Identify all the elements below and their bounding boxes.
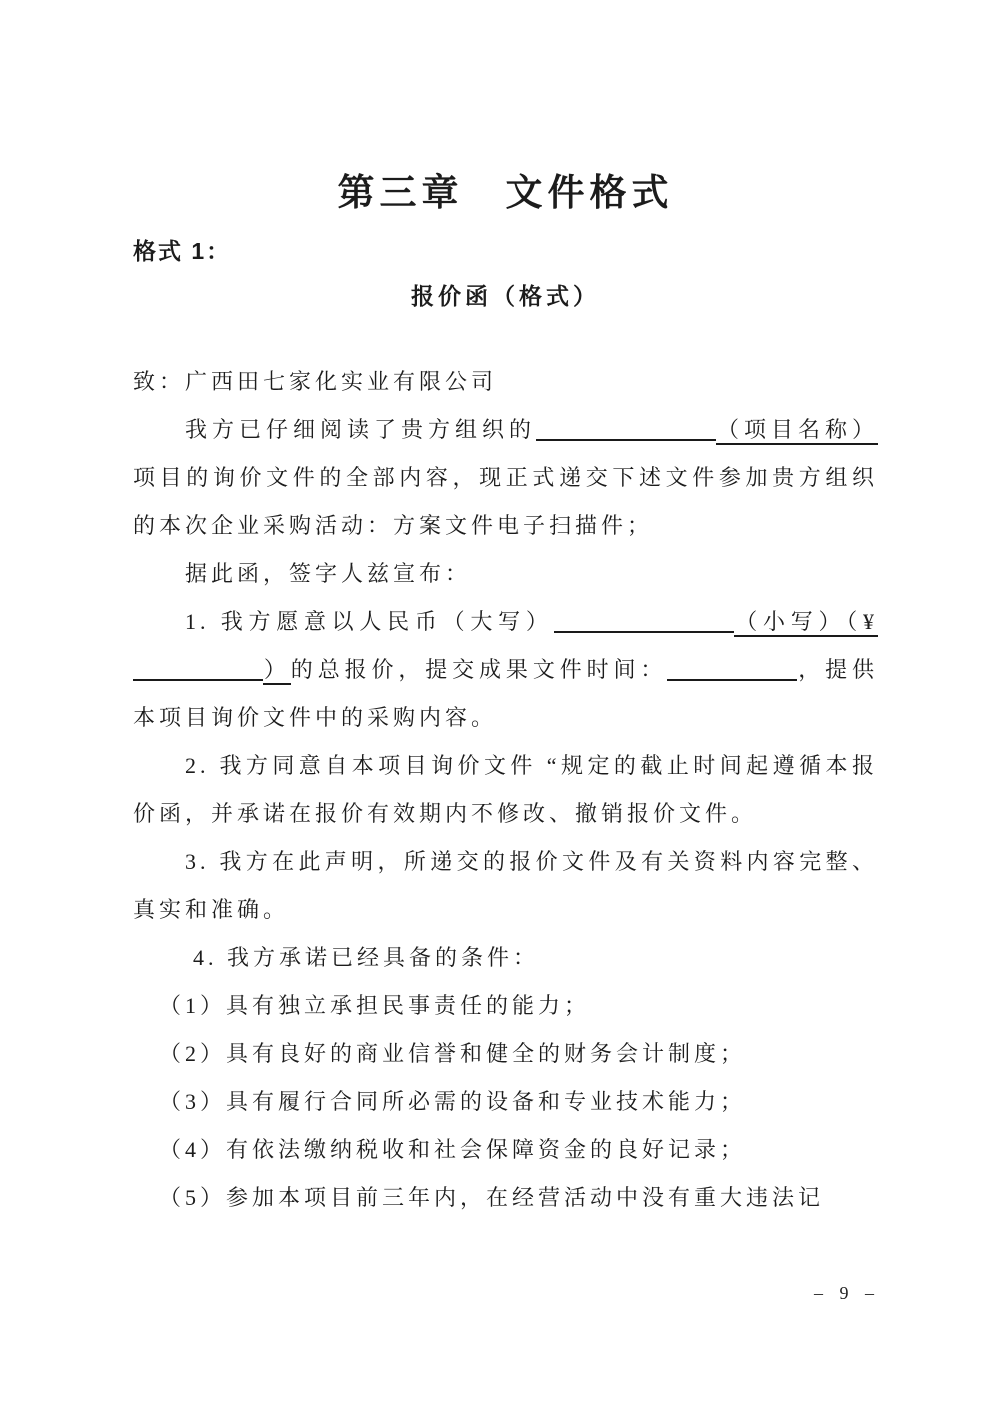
clause-3-text: 3. 我方在此声明，所递交的报价文件及有关资料内容完整、真实和准确。 — [133, 849, 878, 922]
declaration-line — [133, 550, 878, 598]
condition-2-text: （2）具有良好的商业信誉和健全的财务会计制度； — [159, 1041, 747, 1066]
condition-item — [133, 1078, 878, 1126]
condition-item — [133, 1174, 878, 1222]
intro-text-2: 项目的询价文件的全部内容，现正式递交下述文件参加贵方组织的本次企业采购活动：方案文件电子扫描件； — [133, 465, 878, 538]
clause-4 — [133, 934, 878, 982]
format-label: 格式 1： — [133, 238, 232, 264]
condition-item — [133, 1126, 878, 1174]
delivery-time-blank — [667, 656, 797, 681]
page-number: – 9 – — [814, 1283, 880, 1303]
condition-1-text: （1）具有独立承担民事责任的能力； — [159, 993, 591, 1018]
intro-text-1: 我方已仔细阅读了贵方组织的 — [185, 417, 536, 442]
clause-2 — [133, 742, 878, 838]
clause-3 — [133, 838, 878, 934]
doc-subtitle: 报价函（格式） — [411, 284, 600, 309]
amount-words-blank — [554, 608, 734, 633]
condition-3-text: （3）具有履行合同所必需的设备和专业技术能力； — [159, 1089, 747, 1114]
clause-1-text-3: ，提供本项目询价文件中的采购内容。 — [133, 657, 878, 730]
condition-5-text: （5）参加本项目前三年内，在经营活动中没有重大违法记 — [159, 1185, 825, 1210]
document-body — [133, 358, 878, 1222]
declaration-text: 据此函，签字人兹宣布： — [185, 561, 472, 586]
page-title: 第三章 文件格式 — [337, 173, 674, 214]
clause-1 — [133, 598, 878, 742]
addressee-line — [133, 358, 878, 406]
clause-1-text-2: 的总报价，提交成果文件时间： — [290, 657, 668, 682]
condition-item — [133, 1030, 878, 1078]
project-name-caption: （项目名称） — [716, 417, 878, 445]
clause-4-text: 4. 我方承诺已经具备的条件： — [193, 945, 540, 970]
clause-1-text-1: 1. 我方愿意以人民币（大写） — [185, 609, 554, 634]
addressee-text: 致：广西田七家化实业有限公司 — [133, 369, 498, 394]
clause-2-text: 2. 我方同意自本项目询价文件 “规定的截止时间起遵循本报价函，并承诺在报价有效期内不修改、撤销报价文件。 — [133, 753, 878, 826]
amount-figures-blank — [133, 656, 263, 681]
currency-close-paren: ） — [263, 657, 291, 685]
condition-4-text: （4）有依法缴纳税收和社会保障资金的良好记录； — [159, 1137, 747, 1162]
condition-item — [133, 982, 878, 1030]
intro-paragraph — [133, 406, 878, 550]
project-name-blank — [536, 416, 716, 441]
currency-open-paren: （¥ — [846, 609, 878, 637]
amount-small-caption: （小写） — [734, 609, 847, 637]
